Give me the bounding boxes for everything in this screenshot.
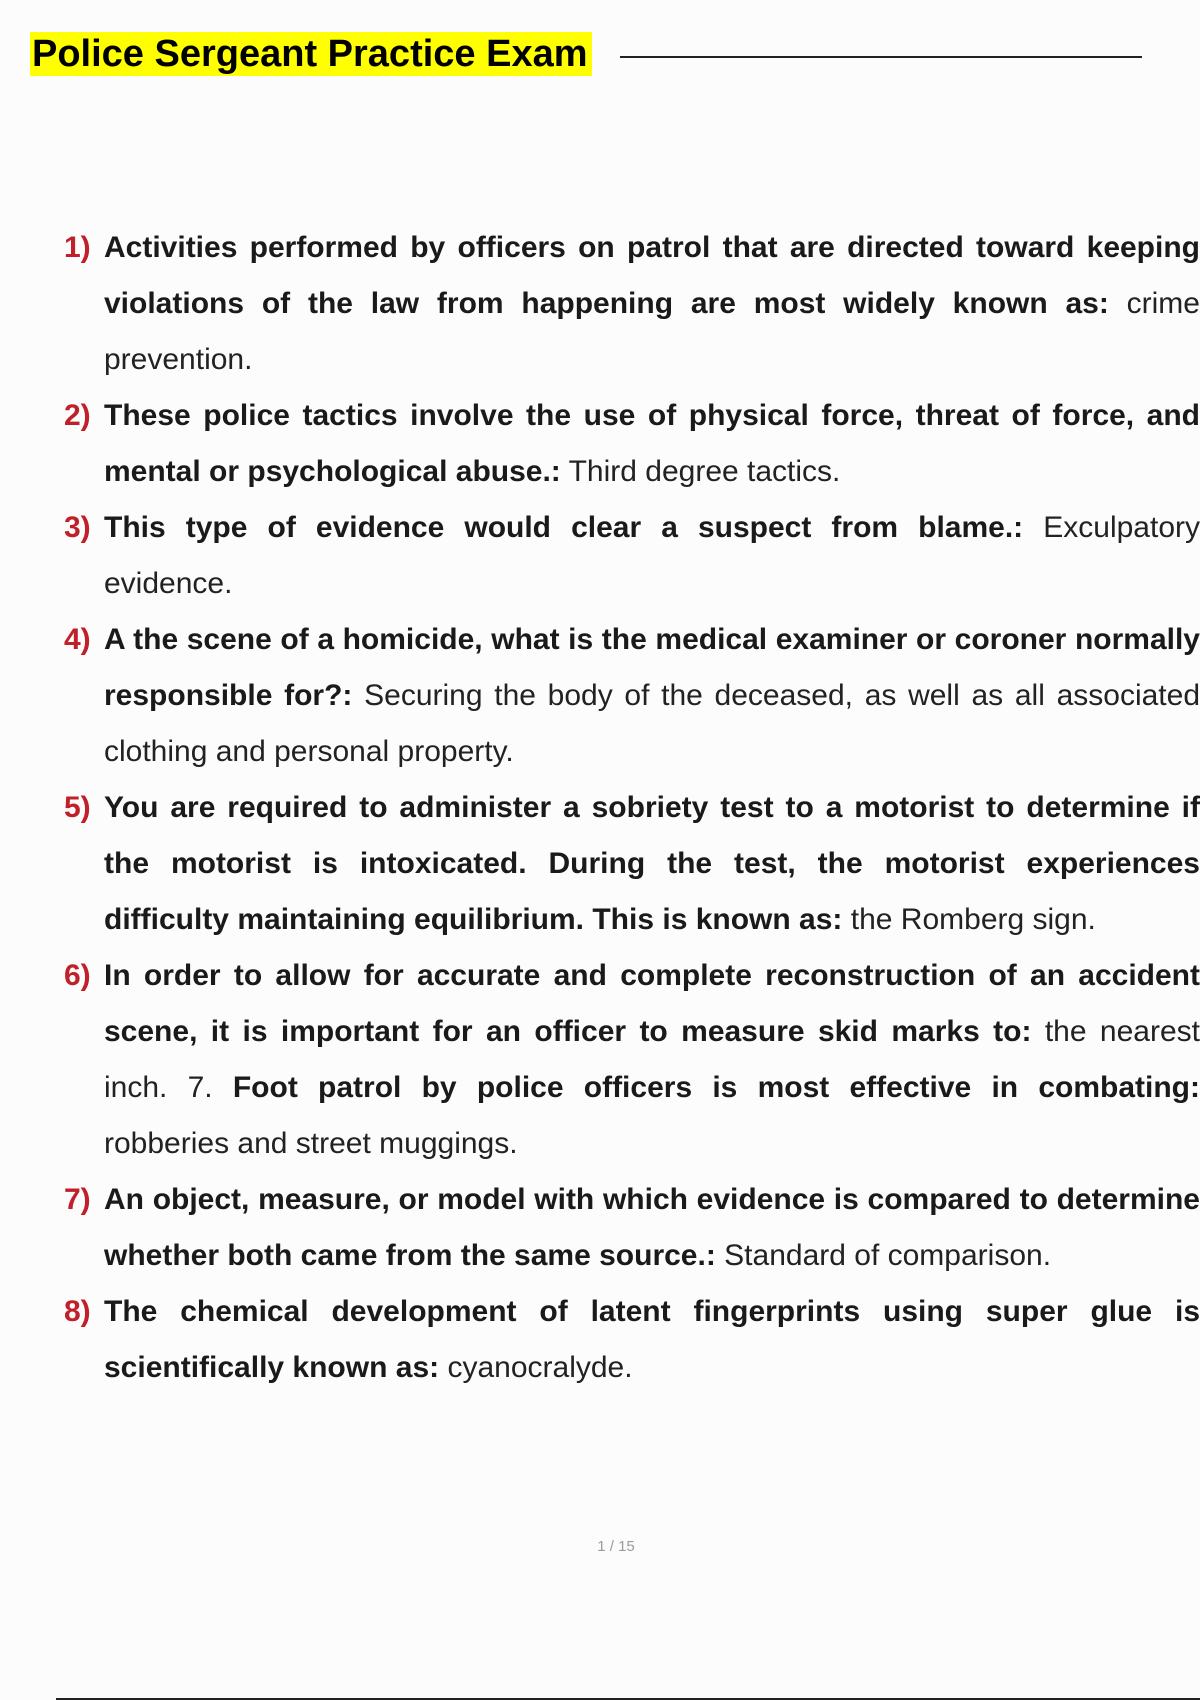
question-item-3 bbox=[64, 500, 1200, 612]
question-item-7 bbox=[64, 1172, 1200, 1284]
question-answer: crime prevention. bbox=[104, 287, 1200, 376]
question-number: 4) bbox=[64, 623, 91, 656]
question-item-4 bbox=[64, 612, 1200, 780]
question-number: 7) bbox=[64, 1183, 91, 1216]
question-answer: the Romberg sign. bbox=[850, 903, 1096, 936]
question-text: Activities performed by officers on patrol that are directed toward keeping violations of the law from happening are most widely known as: bbox=[104, 231, 1200, 320]
question-answer: cyanocralyde. bbox=[447, 1351, 633, 1384]
question-number: 8) bbox=[64, 1295, 91, 1328]
question-number: 5) bbox=[64, 791, 91, 824]
question-item-5 bbox=[64, 780, 1200, 948]
question-item-8 bbox=[64, 1284, 1200, 1396]
question-answer: Standard of comparison. bbox=[724, 1239, 1052, 1272]
question-number: 6) bbox=[64, 959, 91, 992]
question-item-2 bbox=[64, 388, 1200, 500]
question-number: 2) bbox=[64, 399, 91, 432]
question-answer: Securing the body of the deceased, as well as all associated clothing and personal property. bbox=[104, 679, 1200, 768]
question-text: This type of evidence would clear a suspect from blame.: bbox=[104, 511, 1024, 544]
question-answer: Exculpatory evidence. bbox=[104, 511, 1200, 600]
question-text: An object, measure, or model with which evidence is compared to determine whether both came from the same source.: bbox=[104, 1183, 1200, 1272]
question-number: 3) bbox=[64, 511, 91, 544]
question-extra-text: Foot patrol by police officers is most effective in combating: bbox=[232, 1071, 1200, 1104]
question-item-6 bbox=[64, 948, 1200, 1172]
page-indicator: 1 / 15 bbox=[597, 1538, 635, 1555]
question-text: These police tactics involve the use of physical force, threat of force, and mental or psychological abuse.: bbox=[104, 399, 1200, 488]
question-number: 1) bbox=[64, 231, 91, 264]
question-answer: Third degree tactics. bbox=[568, 455, 841, 488]
question-list bbox=[64, 220, 1200, 1396]
title-row bbox=[30, 28, 1142, 80]
question-text: A the scene of a homicide, what is the medical examiner or coroner normally responsible for?: bbox=[104, 623, 1200, 712]
question-text: You are required to administer a sobriety test to a motorist to determine if the motorist is intoxicated. During the test, the motorist experiences difficulty maintaining equilibrium. This is known as: bbox=[104, 791, 1200, 936]
question-text: The chemical development of latent fingerprints using super glue is scientifically known as: bbox=[104, 1295, 1200, 1384]
question-text: In order to allow for accurate and complete reconstruction of an accident scene, it is important for an officer to measure skid marks to: bbox=[104, 959, 1200, 1048]
title-underline-rule bbox=[620, 56, 1142, 58]
question-answer: the nearest inch. 7. bbox=[104, 1015, 1200, 1104]
question-extra-answer: robberies and street muggings. bbox=[104, 1127, 518, 1160]
question-item-1 bbox=[64, 220, 1200, 388]
document-title: Police Sergeant Practice Exam bbox=[30, 32, 592, 76]
